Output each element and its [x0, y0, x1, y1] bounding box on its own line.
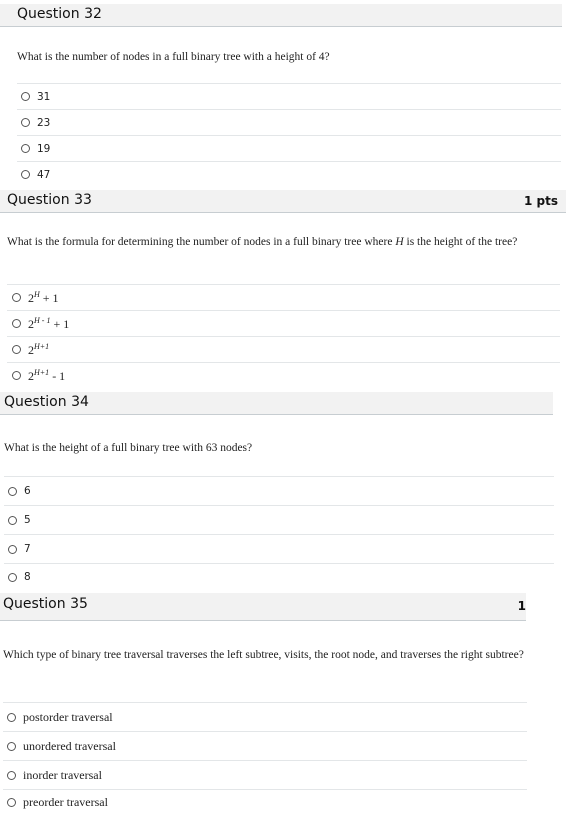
radio-button[interactable] — [7, 798, 16, 807]
question-title: Question 34 — [4, 394, 89, 410]
q34-option-3[interactable] — [4, 534, 554, 563]
option-label: 7 — [24, 543, 31, 555]
radio-button[interactable] — [7, 713, 16, 722]
option-label: 19 — [37, 142, 51, 155]
option-label: 5 — [24, 514, 31, 526]
radio-button[interactable] — [7, 771, 16, 780]
radio-button[interactable] — [21, 118, 30, 127]
option-label: preorder traversal — [23, 795, 108, 809]
q34-option-1[interactable] — [4, 476, 554, 505]
option-label: inorder traversal — [23, 767, 102, 782]
q33-option-3[interactable] — [7, 336, 560, 362]
option-label: $2^H + 1$ — [28, 289, 59, 305]
option-label: 23 — [37, 116, 51, 129]
q35-option-4[interactable] — [3, 789, 527, 815]
q32-option-4[interactable] — [17, 161, 561, 187]
option-label: 6 — [24, 485, 31, 497]
radio-button[interactable] — [12, 371, 21, 380]
radio-button[interactable] — [8, 487, 17, 496]
q35-option-1[interactable] — [3, 702, 527, 731]
option-label: $2^{H - 1} + 1$ — [28, 315, 70, 331]
q34-option-4[interactable] — [4, 563, 554, 590]
option-label: 47 — [37, 168, 51, 181]
q33-option-2[interactable] — [7, 310, 560, 336]
q33-option-4[interactable] — [7, 362, 560, 388]
question-35-header — [0, 593, 526, 621]
question-33-text: What is the formula for determining the number of nodes in a full binary tree where H is the height of the tree? — [7, 236, 518, 248]
question-points: 1 pts — [524, 194, 558, 208]
q34-option-2[interactable] — [4, 505, 554, 534]
question-34-header — [0, 392, 553, 415]
option-label: $2^{H+1}$ — [28, 341, 50, 357]
question-title: Question 35 — [3, 596, 88, 612]
q35-option-3[interactable] — [3, 760, 527, 789]
option-label: postorder traversal — [23, 709, 113, 724]
q32-option-1[interactable] — [17, 83, 561, 109]
radio-button[interactable] — [21, 92, 30, 101]
question-33-header — [0, 190, 566, 213]
question-title: Question 33 — [7, 192, 92, 208]
radio-button[interactable] — [12, 345, 21, 354]
question-34-text: What is the height of a full binary tree with 63 nodes? — [4, 442, 253, 454]
option-label: 31 — [37, 90, 51, 103]
q32-option-2[interactable] — [17, 109, 561, 135]
option-label: unordered traversal — [23, 738, 116, 753]
question-32-text: What is the number of nodes in a full binary tree with a height of 4? — [17, 51, 330, 63]
question-points: 1 — [517, 599, 526, 613]
q33-option-1[interactable] — [7, 284, 560, 310]
radio-button[interactable] — [7, 742, 16, 751]
radio-button[interactable] — [8, 573, 17, 582]
option-label: 8 — [24, 571, 31, 583]
radio-button[interactable] — [21, 144, 30, 153]
radio-button[interactable] — [21, 170, 30, 179]
radio-button[interactable] — [12, 319, 21, 328]
question-title: Question 32 — [17, 6, 102, 22]
radio-button[interactable] — [8, 545, 17, 554]
question-35-text: Which type of binary tree traversal traverses the left subtree, visits, the root node, and traverses the right subtree? — [3, 649, 524, 661]
radio-button[interactable] — [8, 516, 17, 525]
radio-button[interactable] — [12, 293, 21, 302]
q32-option-3[interactable] — [17, 135, 561, 161]
question-32-header — [0, 4, 562, 27]
q35-option-2[interactable] — [3, 731, 527, 760]
option-label: $2^{H+1} - 1$ — [28, 367, 66, 383]
